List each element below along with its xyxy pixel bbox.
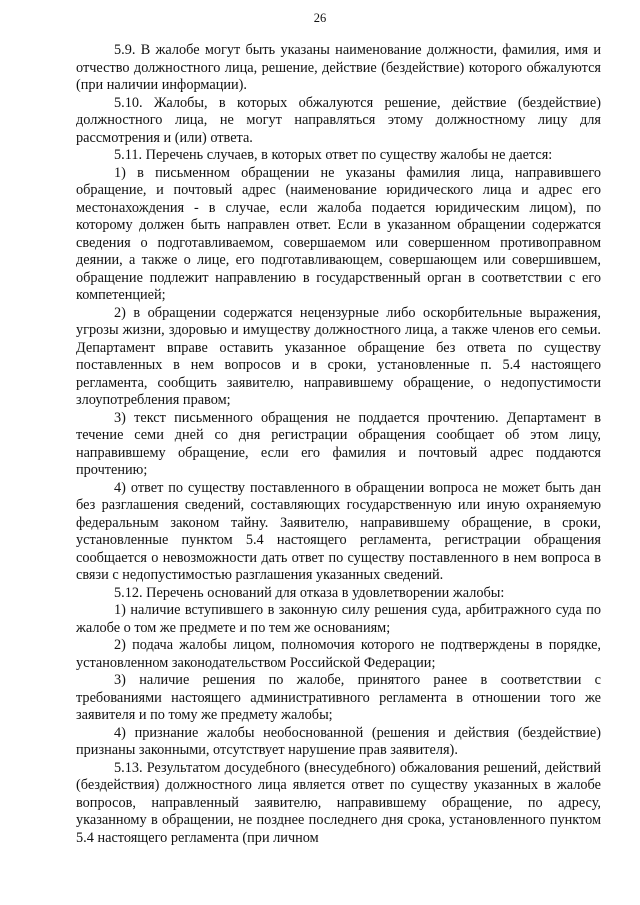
- paragraph-5-11-item-4: 4) ответ по существу поставленного в обращении вопроса не может быть дан без разглашения сведений, составляющих государственную или иную охраняемую федеральным законом тайну. Заявителю, направившему обращение, в сроки, установленные пунктом 5.4 настоящего регламента, регистрации обращения сообщается о невозможности дать ответ по существу поставленного в нем вопроса в связи с недопустимостью разглашения указанных сведений.: [76, 479, 601, 583]
- paragraph-5-12-item-2: 2) подача жалобы лицом, полномочия которого не подтверждены в порядке, установленном законодательством Российской Федерации;: [76, 637, 601, 671]
- page-number: 26: [313, 11, 327, 25]
- paragraph-5-10: 5.10. Жалобы, в которых обжалуются решение, действие (бездействие) должностного лица, не могут направляться этому должностному лицу для рассмотрения и (или) ответа.: [76, 94, 601, 146]
- paragraph-5-11-heading: 5.11. Перечень случаев, в которых ответ по существу жалобы не дается:: [114, 147, 553, 163]
- paragraph-5-12-heading: 5.12. Перечень оснований для отказа в удовлетворении жалобы:: [114, 584, 505, 601]
- paragraph-5-12-item-3: 3) наличие решения по жалобе, принятого ранее в соответствии с требованиями настоящего административного регламента в отношении того же заявителя и по тому же предмету жалобы;: [76, 672, 601, 723]
- paragraph-5-11-item-1: 1) в письменном обращении не указаны фамилия лица, направившего обращение, и почтовый адрес (наименование юридического лица и адрес его местонахождения - в случае, если жалоба подается юридическим лицом), по которому должен быть направлен ответ. Если в указанном обращении содержатся сведения о подготавливаемом, совершаемом или совершенном противоправном деянии, а также о лице, его подготавливающем, совершающем или совершившем, обращение подлежит направлению в государственный орган в соответствии с его компетенцией;: [76, 164, 601, 303]
- document-body: [76, 42, 601, 847]
- paragraph-5-9: 5.9. В жалобе могут быть указаны наименование должности, фамилия, имя и отчество должностного лица, решение, действие (бездействие) которого обжалуются (при наличии информации).: [76, 42, 601, 93]
- paragraph-5-11-item-2: 2) в обращении содержатся нецензурные либо оскорбительные выражения, угрозы жизни, здоровью и имуществу должностного лица, а также членов его семьи. Департамент вправе оставить указанное обращение без ответа по существу поставленных в нем вопросов и в сроки, установленные п. 5.4 настоящего регламента, сообщить заявителю, направившему обращение, о недопустимости злоупотребления правом;: [76, 304, 601, 408]
- paragraph-5-12-item-1: 1) наличие вступившего в законную силу решения суда, арбитражного суда по жалобе о том же предмете и по тем же основаниям;: [76, 602, 601, 636]
- paragraph-5-12-item-4: 4) признание жалобы необоснованной (решения и действия (бездействие) признаны законными, отсутствует нарушение прав заявителя).: [76, 724, 601, 758]
- paragraph-5-13: 5.13. Результатом досудебного (внесудебного) обжалования решений, действий (бездействия) должностного лица является ответ по существу указанных в жалобе вопросов, направленный заявителю, направившему обращение, по адресу, указанному в обращении, не позднее последнего дня срока, установленного пунктом 5.4 настоящего регламента (при личном: [76, 759, 601, 846]
- paragraph-5-11-item-3: 3) текст письменного обращения не поддается прочтению. Департамент в течение семи дней со дня регистрации обращения сообщает об этом лицу, направившему обращение, если его фамилия и почтовый адрес поддаются прочтению;: [76, 409, 601, 478]
